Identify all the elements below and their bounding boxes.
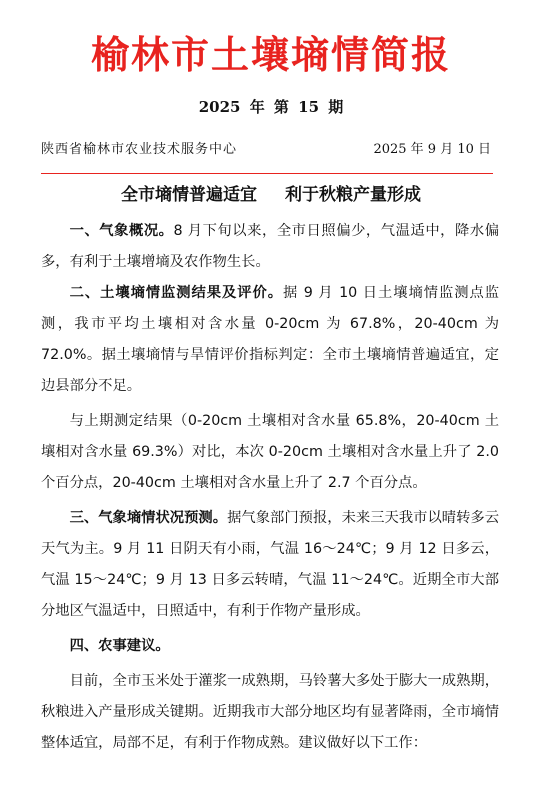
- issue-number: 2025 年 第 15 期: [198, 98, 344, 116]
- red-divider: [41, 173, 493, 174]
- section-lead: 二、土壤墒情监测结果及评价。: [69, 285, 284, 301]
- bulletin-body: [41, 216, 499, 759]
- masthead-title: 榆林市土壤墒情简报: [90, 32, 451, 77]
- section-lead: 三、气象墒情状况预测。: [69, 510, 228, 526]
- section-lead: 一、气象概况。: [69, 223, 174, 239]
- headline-part2: 利于秋粮产量形成: [285, 185, 421, 205]
- section-text: 目前，全市玉米处于灌浆一成熟期，马铃薯大多处于膨大一成熟期，秋粮进入产量形成关键期。近期我市大部分地区均有显著降雨，全市墒情整体适宜，局部不足，有利于作物成熟。建议做好以下工作：: [41, 673, 499, 751]
- meta-row: [41, 140, 491, 160]
- section-comparison: [41, 406, 499, 499]
- section-advice: [41, 666, 499, 759]
- section-text: 与上期测定结果（0-20cm 土壤相对含水量 65.8%，20-40cm 土壤相对含水量 69.3%）对比，本次 0-20cm 土壤相对含水量上升了 2.0 个百分点，20-40cm 土壤相对含水量上升了 2.7 个百分点。: [41, 413, 499, 491]
- publish-date: 2025 年 9 月 10 日: [373, 142, 491, 157]
- headline-part1: 全市墒情普遍适宜: [121, 185, 257, 205]
- section-lead: 四、农事建议。: [69, 638, 170, 654]
- section-weather: [41, 216, 499, 278]
- section-text: 8 月下旬以来，全市日照偏少，气温适中，降水偏多，有利于土壤增墒及农作物生长。: [41, 223, 500, 270]
- headline: [0, 180, 542, 210]
- section-text: 据 9 月 10 日土壤墒情监测点监测，我市平均土壤相对含水量 0-20cm 为 67.8%，20-40cm 为 72.0%。据土壤墒情与旱情评价指标判定：全市土壤墒情普遍适宜，定边县部分不足。: [41, 285, 500, 394]
- section-advice-heading: [41, 631, 499, 662]
- section-forecast: [41, 503, 499, 627]
- section-text: 据气象部门预报，未来三天我市以晴转多云天气为主。9 月 11 日阴天有小雨，气温 16～24℃；9 月 12 日多云，气温 15～24℃；9 月 13 日多云转晴，气温 11～24℃。近期全市大部分地区气温适中，日照适中，有利于作物产量形成。: [41, 510, 500, 619]
- publisher: 陕西省榆林市农业技术服务中心: [41, 142, 238, 157]
- section-monitoring: [41, 278, 499, 402]
